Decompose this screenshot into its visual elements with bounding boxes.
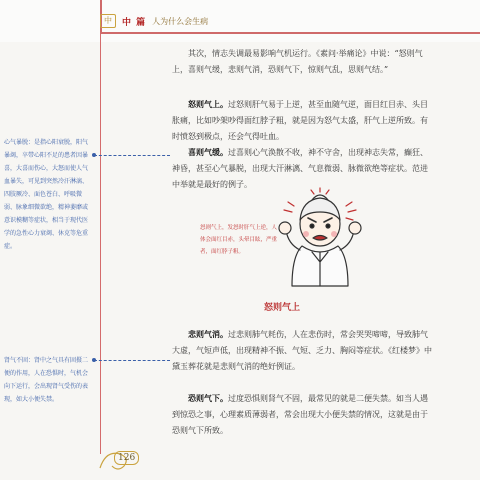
side-note-heart-qi: 心气暴脱：是指心阳衰脱，阳气暴竭，卒带心阳不足的患者因暴喜，大喜而伤心，大怒而使人气血暴失，可见到突然冷汗淋漓、四肢厥冷、面色苍白、呼吸微弱、脉象细微欲绝，精神萎靡或意识模糊等症状，相当于现代医学的急性心力衰竭、休克等危重症。 [4,139,89,250]
running-header [100,13,208,29]
series-logo-icon: 中 [100,14,116,28]
angry-man-illustration [260,186,380,296]
series-name: 中 篇 [122,17,147,28]
page-number: 126 [114,451,139,465]
margin-rule [100,34,101,454]
note-connector-line [94,360,170,361]
paragraph-anger [172,96,434,145]
paragraph-anger-lead: 怒则气上。 [188,99,228,109]
paragraph-intro-text: 其次，情志失调最易影响气机运行。《素问·举痛论》中说：“怒则气上，喜则气缓，悲则气消，恐则气下，惊则气乱，思则气结。” [172,49,423,74]
figure-title: 怒则气上 [263,303,300,313]
paragraph-fear-lead: 恐则气下。 [188,393,228,403]
paragraph-joy-text: 过喜则心气涣散不收，神不守舍，出现神志失常，癫狂、神昏，甚至心气暴脱，出现大汗淋漓、气息微弱、脉微欲绝等症状。范进中举就是最好的例子。 [172,148,428,189]
paragraph-sorrow-lead: 悲则气消。 [188,329,228,339]
chapter-title: 人为什么会生病 [152,16,209,26]
header-rule [100,32,480,34]
note-connector-line [94,155,170,156]
illustration-caption: 怒则气上，发怒时肝气上逆，人体会面红目赤，头晕目眩，严重者，面红脖子粗。 [200,225,278,255]
paragraph-joy-lead: 喜则气缓。 [188,147,228,157]
paragraph-fear [172,390,434,439]
paragraph-anger-text: 过怒则肝气易于上逆，甚至血随气逆，面目红目赤、头目胀痛，比如吵架吵得面红脖子粗，就是因为怒气太盛，肝气上逆所致。有时愤怒到极点，还会气得吐血。 [172,100,428,141]
paragraph-intro [172,46,434,78]
paragraph-sorrow [172,326,434,375]
paragraph-fear-text: 过度恐惧则肾气不固，最常见的就是二便失禁。如当人遇到惊恐之事，心理素质薄弱者，常会出现大小便失禁的情况，这就是由于恐则气下所致。 [172,394,428,435]
header-band [0,0,480,42]
side-note-kidney-qi: 肾气不固：肾中之气具有固摄二便的作用，人在恐惧时，气机会向下运行，会出现肾气受伤的表现，如大小便失禁。 [4,357,89,403]
paragraph-sorrow-text: 过悲则肺气耗伤，人在悲伤时，常会哭哭啼啼，导致肺气大虚，气短声低，出现精神不振、气短、乏力、胸闷等症状。《红楼梦》中黛玉葬花就是悲则气消的绝好例证。 [172,330,432,371]
